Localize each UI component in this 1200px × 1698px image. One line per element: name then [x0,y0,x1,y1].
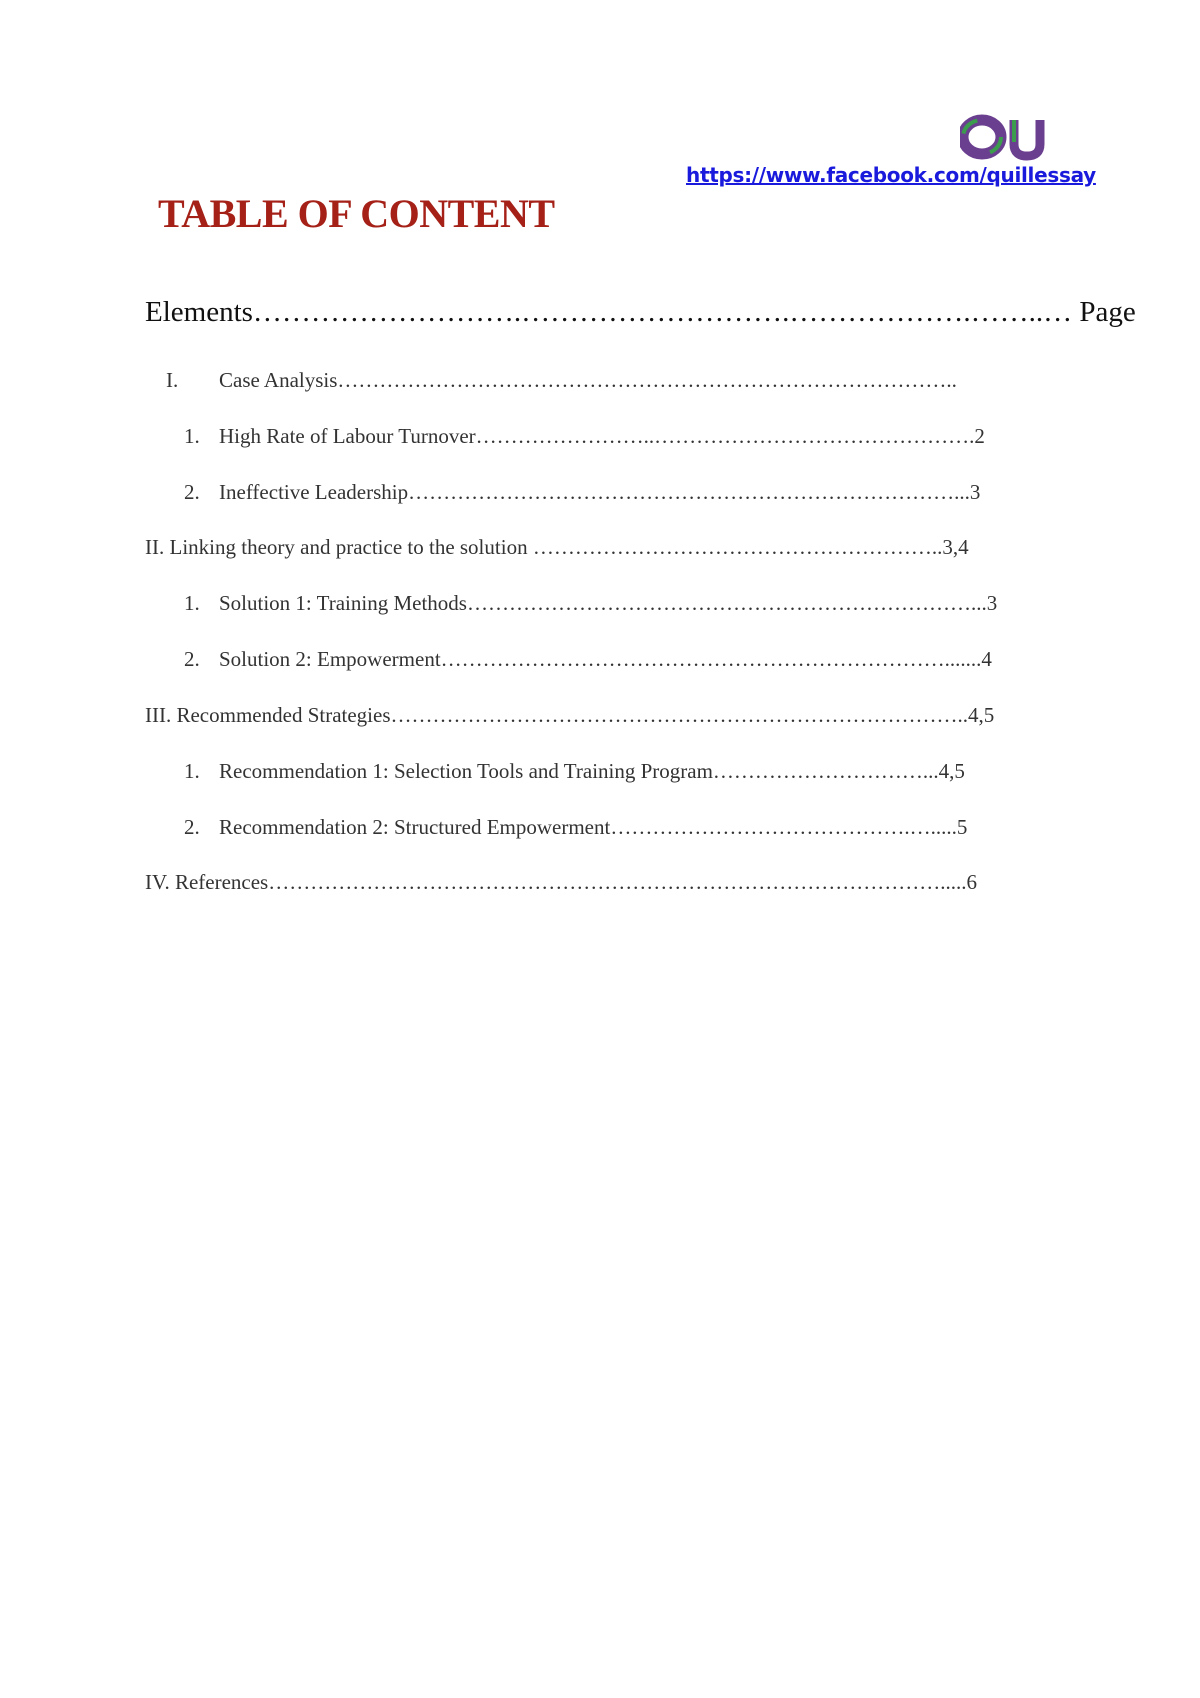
toc-header: Elements……………………….……………………….……………….……..… Page [145,296,1136,328]
toc-entry-number: 2. [184,647,200,671]
toc-entry-text: Case Analysis…………………………………………………………………………….. [219,368,957,392]
facebook-link[interactable]: https://www.facebook.com/quillessay [686,163,1096,187]
toc-entry-ineffective-leadership [184,480,980,505]
toc-entry-text: Solution 2: Empowerment……………………………………………………………….......4 [219,647,992,671]
toc-entry-number: 2. [184,480,200,504]
toc-entry-text: Recommendation 2: Structured Empowerment…………………………………….….....5 [219,815,968,839]
toc-entry-training-methods [184,591,997,616]
toc-entry-number: 1. [184,591,200,615]
toc-entry-references [145,870,977,895]
toc-entry-text: Ineffective Leadership……………………………………………………………………...3 [219,480,981,504]
toc-entry-text: II. Linking theory and practice to the solution …………………………………………………..3,4 [145,535,969,559]
toc-entry-number: I. [166,368,179,392]
toc-entry-selection-tools [184,759,965,784]
toc-entry-recommended-strategies [145,703,994,728]
toc-entry-empowerment [184,647,992,672]
toc-entry-text: IV. References…………………………………………………………………………………….....6 [145,870,977,894]
toc-entry-number: 1. [184,424,200,448]
toc-entry-structured-empowerment [184,815,967,840]
toc-entry-text: III. Recommended Strategies………………………………………………………………………..4,5 [145,703,995,727]
toc-entry-text: Recommendation 1: Selection Tools and Training Program…………………………...4,5 [219,759,965,783]
toc-entry-text: Solution 1: Training Methods………………………………………………………………...3 [219,591,998,615]
toc-entry-labour-turnover [184,424,985,449]
toc-entry-text: High Rate of Labour Turnover……………………..……………………………………….2 [219,424,985,448]
toc-entry-number: 1. [184,759,200,783]
toc-entry-case-analysis [166,368,957,393]
toc-entry-number: 2. [184,815,200,839]
quill-logo-icon [960,112,1068,162]
page-title: TABLE OF CONTENT [158,191,555,236]
toc-entry-linking-theory [145,535,969,560]
